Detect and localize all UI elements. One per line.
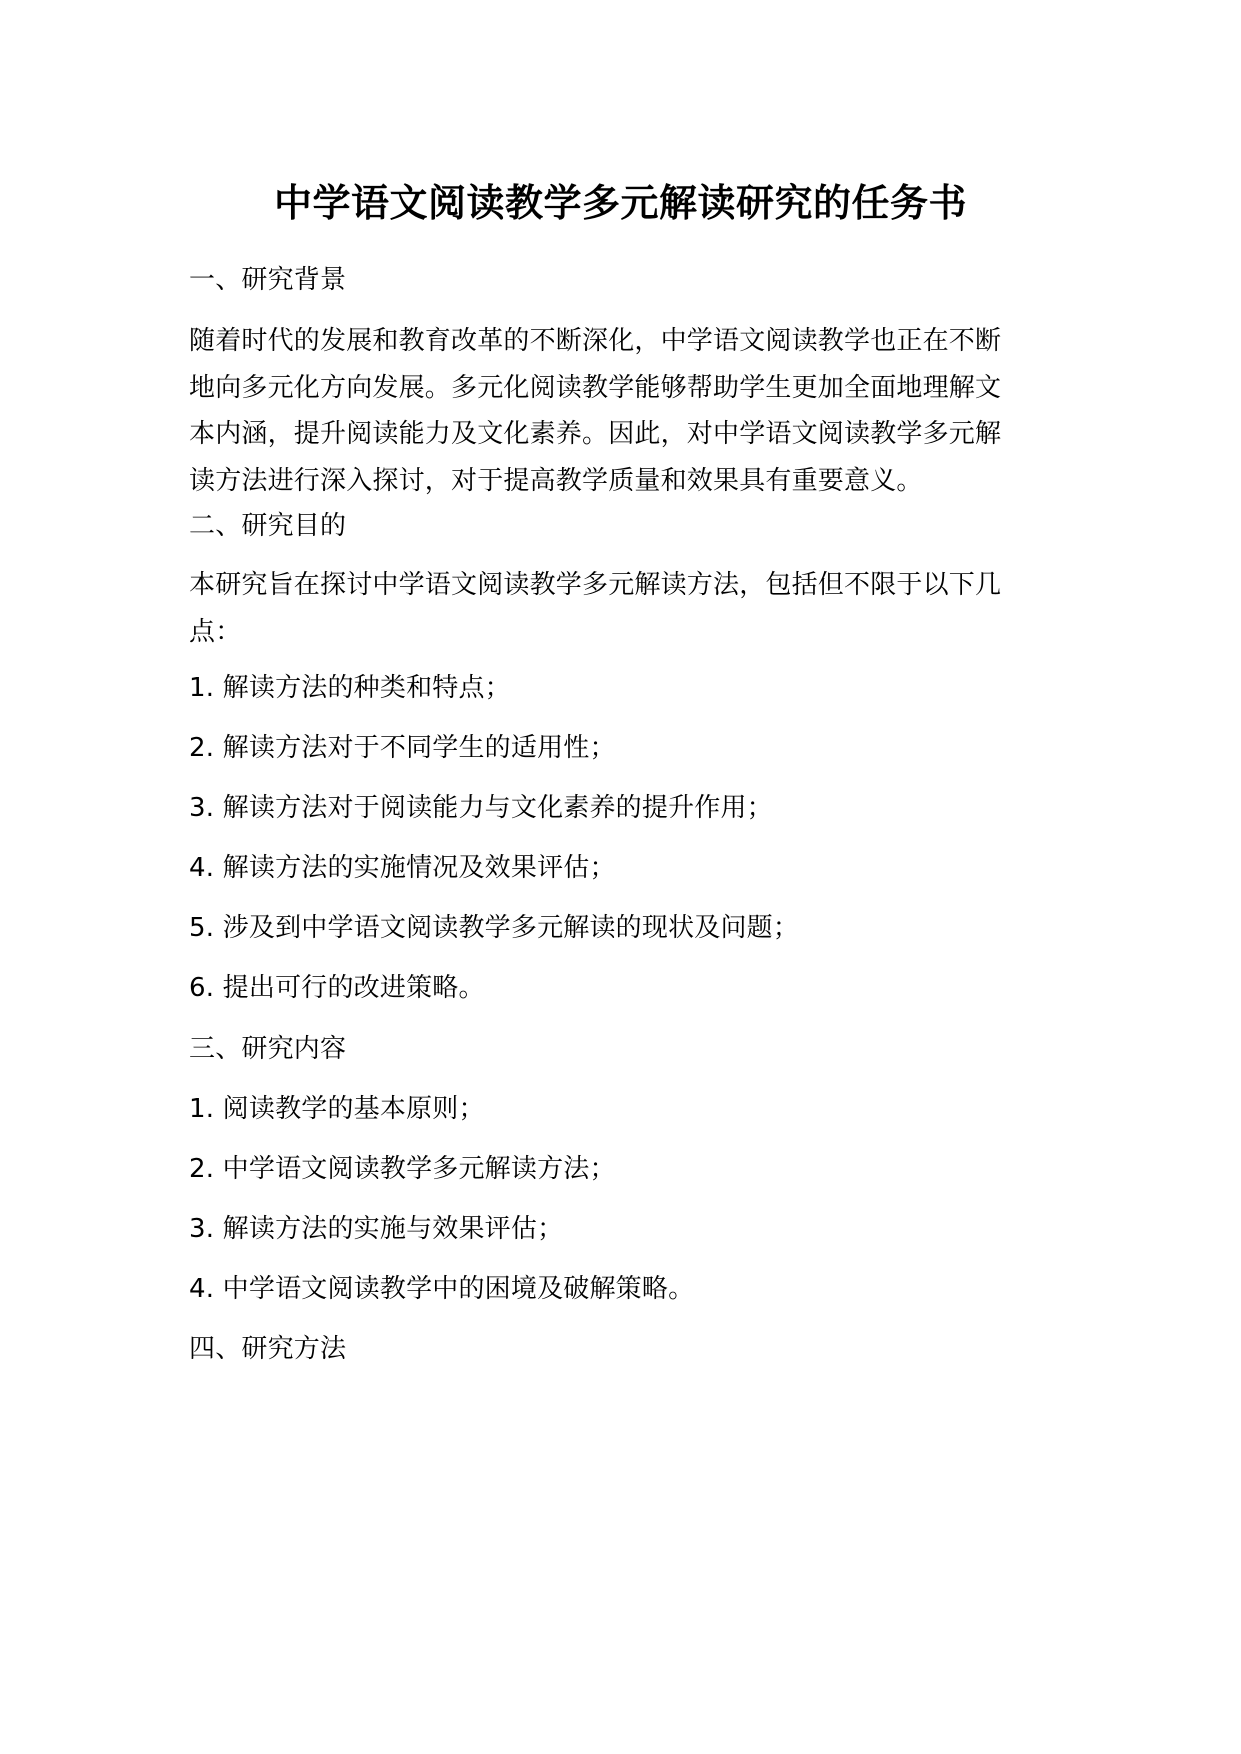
- paragraph-line: 地向多元化方向发展。多元化阅读教学能够帮助学生更加全面地理解文: [189, 372, 1002, 403]
- purpose-intro-paragraph: [189, 562, 1069, 655]
- purpose-list-item: 2. 解读方法对于不同学生的适用性；: [189, 733, 616, 763]
- section-heading-method: 四、研究方法: [189, 1334, 347, 1364]
- paragraph-line: 随着时代的发展和教育改革的不断深化，中学语文阅读教学也正在不断: [189, 326, 1002, 356]
- purpose-list-item: 1. 解读方法的种类和特点；: [189, 673, 511, 703]
- section-heading-background: 一、研究背景: [189, 265, 347, 295]
- content-list-item: 1. 阅读教学的基本原则；: [189, 1094, 485, 1124]
- purpose-list-item: 3. 解读方法对于阅读能力与文化素养的提升作用；: [189, 793, 773, 823]
- paragraph-line: 本内涵，提升阅读能力及文化素养。因此，对中学语文阅读教学多元解: [189, 419, 1002, 449]
- paragraph-line: 读方法进行深入探讨，对于提高教学质量和效果具有重要意义。: [189, 465, 923, 496]
- purpose-list-item: 5. 涉及到中学语文阅读教学多元解读的现状及问题；: [189, 913, 800, 943]
- paragraph-line: 点：: [189, 616, 242, 647]
- purpose-list-item: 4. 解读方法的实施情况及效果评估；: [189, 853, 616, 883]
- content-list-item: 2. 中学语文阅读教学多元解读方法；: [189, 1154, 616, 1184]
- paragraph-line: 本研究旨在探讨中学语文阅读教学多元解读方法，包括但不限于以下几: [189, 570, 1002, 600]
- content-list-item: 3. 解读方法的实施与效果评估；: [189, 1214, 564, 1244]
- section-heading-purpose: 二、研究目的: [189, 511, 347, 541]
- content-list-item: 4. 中学语文阅读教学中的困境及破解策略。: [189, 1274, 695, 1304]
- background-paragraph: [189, 318, 1069, 504]
- document-title: 中学语文阅读教学多元解读研究的任务书: [273, 181, 967, 225]
- purpose-list-item: 6. 提出可行的改进策略。: [189, 973, 485, 1003]
- section-heading-content: 三、研究内容: [189, 1034, 347, 1064]
